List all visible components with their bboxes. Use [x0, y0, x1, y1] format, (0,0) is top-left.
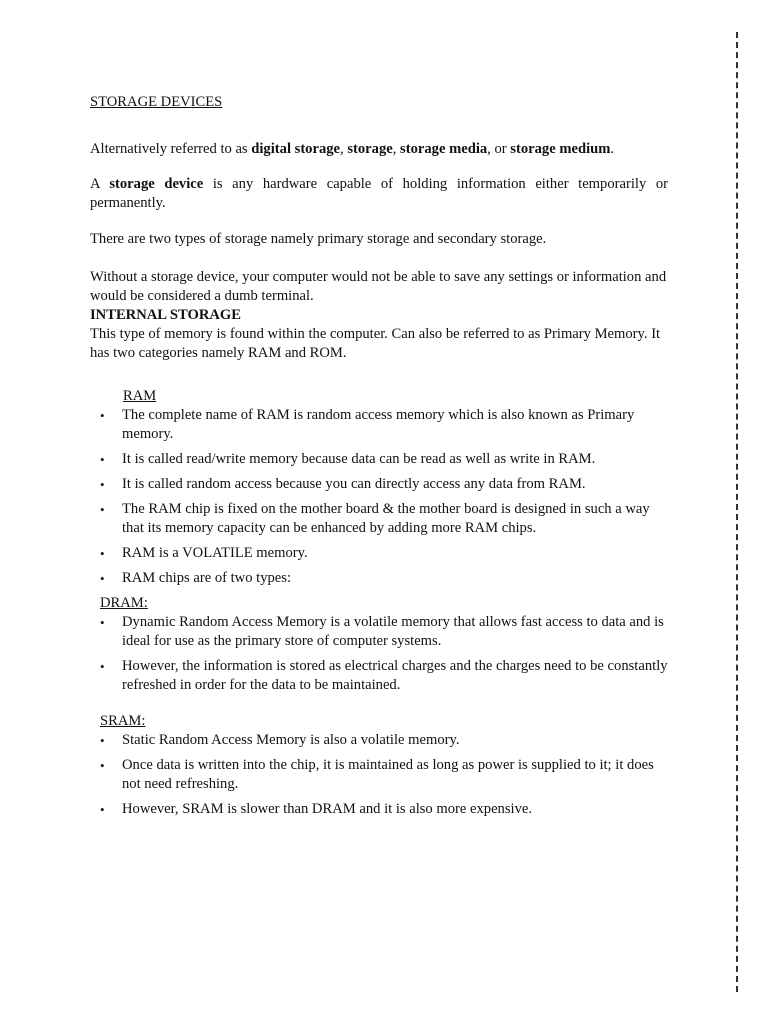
list-item-text: The RAM chip is fixed on the mother board & the mother board is designed in such a way that its memory capacity can be enhanced by adding more RAM chips.: [122, 501, 650, 536]
internal-storage-text: This type of memory is found within the computer. Can also be referred to as Primary Memory. It has two categories namely RAM and ROM.: [90, 326, 661, 361]
bullet-icon: •: [100, 452, 105, 467]
ram-subheading: RAM: [123, 388, 157, 404]
intro-term-digital-storage: digital storage: [251, 141, 341, 157]
list-item: [90, 731, 668, 750]
sram-subheading: SRAM:: [100, 713, 146, 729]
intro-separator: , or: [487, 141, 511, 157]
list-item-text: RAM chips are of two types:: [122, 570, 292, 586]
bullet-icon: •: [100, 615, 105, 630]
bullet-icon: •: [100, 758, 105, 773]
intro-term-storage-medium: storage medium: [510, 141, 611, 157]
list-item-text: However, SRAM is slower than DRAM and it is also more expensive.: [122, 801, 533, 817]
bullet-icon: •: [100, 546, 105, 561]
list-item: [90, 569, 668, 588]
bullet-icon: •: [100, 659, 105, 674]
intro-term-storage: storage: [347, 141, 393, 157]
list-item-text: Once data is written into the chip, it is maintained as long as power is supplied to it; it does not need refreshing.: [122, 757, 654, 792]
types-paragraph: There are two types of storage namely primary storage and secondary storage.: [90, 231, 547, 247]
list-item-text: Static Random Access Memory is also a volatile memory.: [122, 732, 460, 748]
list-item: [90, 544, 668, 563]
bullet-icon: •: [100, 502, 105, 517]
bullet-icon: •: [100, 802, 105, 817]
list-item: [90, 800, 668, 819]
list-item: [90, 657, 668, 695]
internal-storage-heading: INTERNAL STORAGE: [90, 307, 241, 323]
dram-subheading: DRAM:: [100, 595, 148, 611]
intro-text: Alternatively referred to as: [90, 141, 252, 157]
list-item-text: Dynamic Random Access Memory is a volatile memory that allows fast access to data and is ideal for use as the primary store of computer systems.: [122, 614, 664, 649]
bullet-icon: •: [100, 733, 105, 748]
definition-paragraph: [90, 175, 668, 213]
ram-bullet-list: [90, 406, 668, 588]
sram-bullet-list: [90, 731, 668, 819]
page-edge-dashed-line: [736, 32, 738, 992]
list-item: [90, 613, 668, 651]
document-title: STORAGE DEVICES: [90, 94, 223, 110]
list-item-text: It is called random access because you can directly access any data from RAM.: [122, 476, 586, 492]
intro-term-storage-media: storage media: [400, 141, 488, 157]
document-body: [90, 93, 668, 825]
bullet-icon: •: [100, 408, 105, 423]
intro-separator: ,: [392, 141, 401, 157]
list-item-text: However, the information is stored as electrical charges and the charges need to be constantly refreshed in order for the data to be maintained.: [122, 658, 668, 693]
definition-text: is any hardware capable of holding information either temporarily or permanently.: [90, 176, 668, 211]
bullet-icon: •: [100, 477, 105, 492]
bullet-icon: •: [100, 571, 105, 586]
list-item-text: The complete name of RAM is random access memory which is also known as Primary memory.: [122, 407, 635, 442]
list-item-text: RAM is a VOLATILE memory.: [122, 545, 308, 561]
definition-term: storage device: [109, 176, 204, 192]
list-item-text: It is called read/write memory because data can be read as well as write in RAM.: [122, 451, 596, 467]
list-item: [90, 500, 668, 538]
intro-paragraph: [90, 140, 668, 159]
without-storage-paragraph: Without a storage device, your computer would not be able to save any settings or information and would be considered a dumb terminal.: [90, 269, 667, 304]
intro-separator: ,: [340, 141, 348, 157]
list-item: [90, 756, 668, 794]
intro-end: .: [610, 141, 615, 157]
list-item: [90, 406, 668, 444]
list-item: [90, 450, 668, 469]
dram-bullet-list: [90, 613, 668, 695]
definition-text: A: [90, 176, 110, 192]
list-item: [90, 475, 668, 494]
